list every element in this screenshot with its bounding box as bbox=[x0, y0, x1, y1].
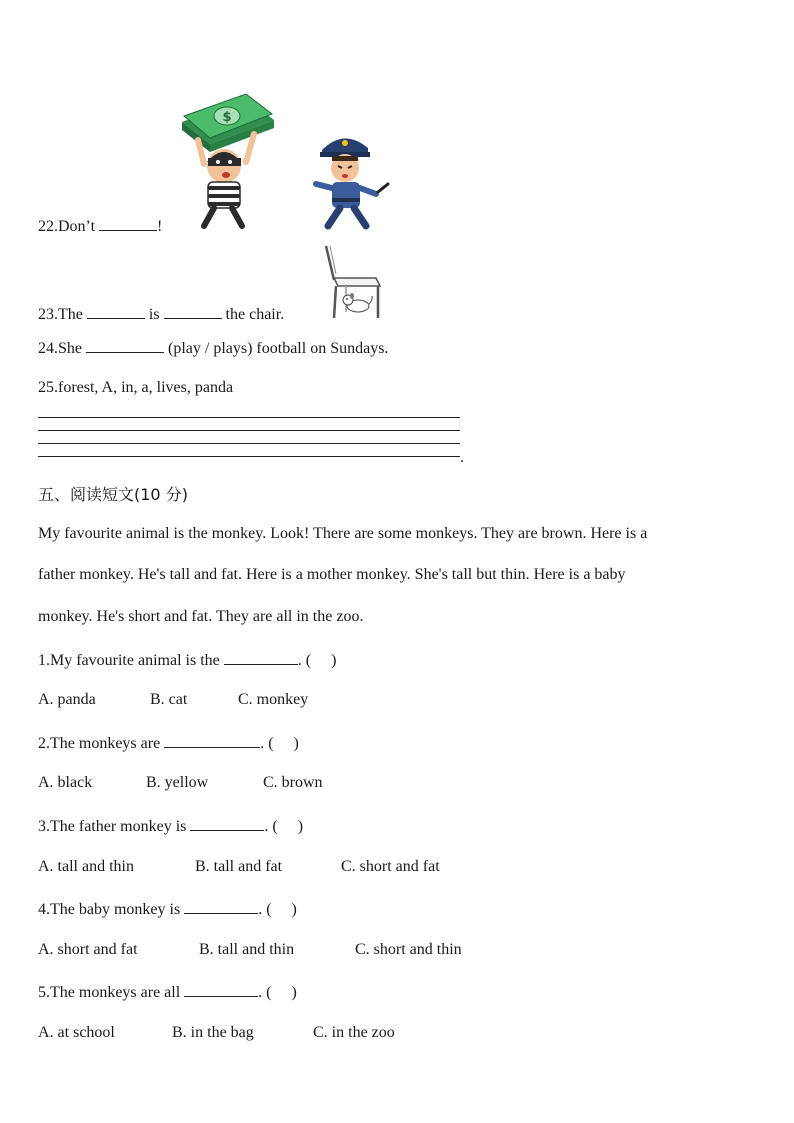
rq4-option-c[interactable]: C. short and thin bbox=[355, 941, 462, 958]
q24-prefix: 24.She bbox=[38, 340, 82, 357]
section-title: 五、阅读短文(10 分) bbox=[38, 485, 188, 504]
rq5-option-c[interactable]: C. in the zoo bbox=[313, 1024, 395, 1041]
rq1-paren-open: . ( bbox=[297, 652, 312, 669]
q25-end-mark: . bbox=[460, 449, 464, 466]
rq3-stem: 3.The father monkey is bbox=[38, 818, 187, 835]
reading-question-3 bbox=[38, 816, 303, 836]
reading-question-1 bbox=[38, 650, 336, 670]
rq4-option-b[interactable]: B. tall and thin bbox=[199, 941, 295, 958]
rq5-stem: 5.The monkeys are all bbox=[38, 984, 181, 1001]
chair-dog-illustration bbox=[322, 244, 384, 320]
reading-question-2 bbox=[38, 733, 299, 753]
rq3-blank[interactable] bbox=[190, 816, 264, 831]
passage-line-2: father monkey. He's tall and fat. Here is a mother monkey. She's tall but thin. Here is a baby bbox=[38, 566, 626, 583]
q24-suffix: (play / plays) football on Sundays. bbox=[168, 340, 389, 357]
q25-answer-line-4[interactable] bbox=[38, 456, 460, 457]
q25-answer-line-3[interactable] bbox=[38, 443, 460, 444]
q23-blank-1[interactable] bbox=[87, 304, 145, 319]
rq2-stem: 2.The monkeys are bbox=[38, 735, 161, 752]
rq3-paren-close: ) bbox=[297, 818, 304, 835]
rq1-stem: 1.My favourite animal is the bbox=[38, 652, 220, 669]
q24-blank[interactable] bbox=[86, 338, 164, 353]
rq2-paren-open: . ( bbox=[260, 735, 274, 752]
question-23 bbox=[38, 304, 284, 324]
rq1-blank[interactable] bbox=[224, 650, 298, 665]
rq2-option-c[interactable]: C. brown bbox=[263, 774, 323, 791]
q23-prefix: 23.The bbox=[38, 306, 83, 323]
rq2-blank[interactable] bbox=[164, 733, 260, 748]
rq1-paren-close: ) bbox=[331, 652, 337, 669]
q23-mid: is bbox=[148, 306, 160, 323]
rq4-paren-open: . ( bbox=[258, 901, 272, 918]
rq2-paren-close: ) bbox=[293, 735, 299, 752]
rq1-option-c[interactable]: C. monkey bbox=[238, 691, 309, 708]
rq2-option-a[interactable]: A. black bbox=[38, 774, 93, 791]
q25-words: 25.forest, A, in, a, lives, panda bbox=[38, 379, 234, 396]
question-25 bbox=[38, 379, 233, 397]
rq5-option-b[interactable]: B. in the bag bbox=[172, 1024, 254, 1041]
rq3-option-c[interactable]: C. short and fat bbox=[341, 858, 440, 875]
dog-icon bbox=[343, 293, 372, 312]
reading-question-4 bbox=[38, 899, 297, 919]
rq5-paren-open: . ( bbox=[258, 984, 272, 1001]
dollar-symbol: $ bbox=[222, 110, 232, 125]
q25-answer-line-1[interactable] bbox=[38, 417, 460, 418]
rq4-paren-close: ) bbox=[291, 901, 297, 918]
rq4-blank[interactable] bbox=[184, 899, 258, 914]
q22-prefix: 22.Don’t bbox=[38, 218, 96, 235]
reading-question-5 bbox=[38, 982, 297, 1002]
question-24 bbox=[38, 338, 388, 358]
rq1-option-a[interactable]: A. panda bbox=[38, 691, 96, 708]
q22-suffix: ! bbox=[157, 218, 163, 235]
rq3-option-a[interactable]: A. tall and thin bbox=[38, 858, 134, 875]
q25-answer-line-2[interactable] bbox=[38, 430, 460, 431]
q22-blank[interactable] bbox=[99, 216, 157, 231]
rq4-stem: 4.The baby monkey is bbox=[38, 901, 181, 918]
passage-line-3: monkey. He's short and fat. They are all in the zoo. bbox=[38, 608, 364, 625]
q23-blank-2[interactable] bbox=[164, 304, 222, 319]
question-22 bbox=[38, 216, 162, 236]
thief-illustration bbox=[176, 92, 280, 232]
q23-suffix: the chair. bbox=[225, 306, 285, 323]
rq2-option-b[interactable]: B. yellow bbox=[146, 774, 209, 791]
rq5-blank[interactable] bbox=[184, 982, 258, 997]
rq1-option-b[interactable]: B. cat bbox=[150, 691, 188, 708]
passage-line-1: My favourite animal is the monkey. Look! There are some monkeys. They are brown. Here is a bbox=[38, 525, 648, 542]
rq4-option-a[interactable]: A. short and fat bbox=[38, 941, 138, 958]
police-illustration bbox=[312, 128, 394, 232]
rq5-paren-close: ) bbox=[291, 984, 297, 1001]
rq3-option-b[interactable]: B. tall and fat bbox=[195, 858, 283, 875]
rq3-paren-open: . ( bbox=[264, 818, 278, 835]
rq5-option-a[interactable]: A. at school bbox=[38, 1024, 115, 1041]
